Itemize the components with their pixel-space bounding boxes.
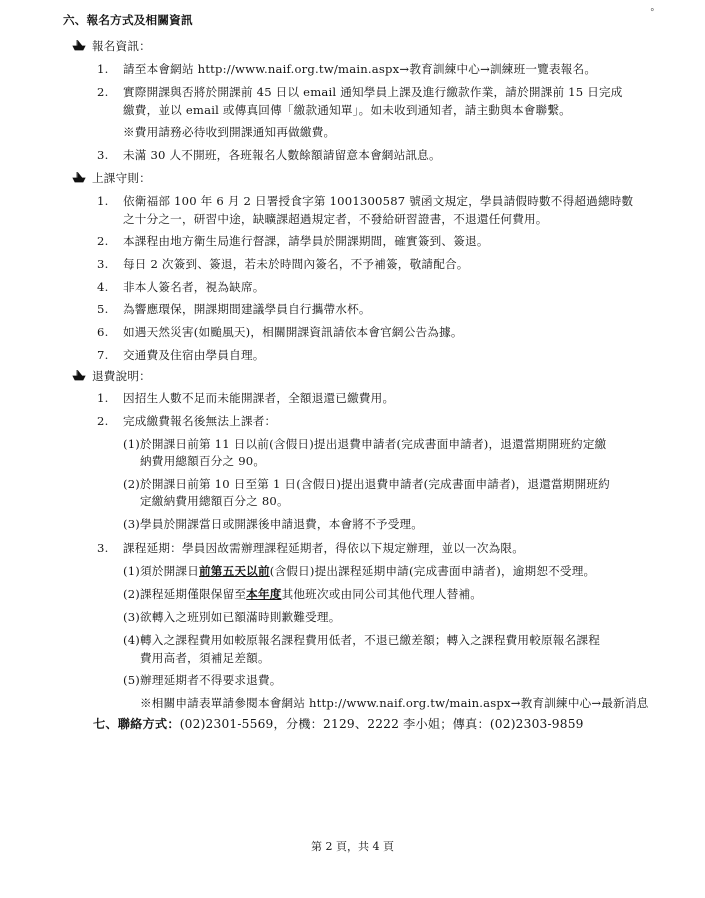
postpone-sub-2: (2)課程延期僅限保留至本年度其他班次或由同公司其他代理人替補。 [123,587,483,601]
refund-item-2: 2. 完成繳費報名後無法上課者： [97,414,277,428]
refund-sub-2: (2)於開課日前第 10 日至第 1 日(含假日)提出退費申請者(完成書面申請者)，退還當期開班約 [123,477,610,491]
postpone-sub-5: (5)辦理延期者不得要求退費。 [123,673,282,687]
postpone-sub-3: (3)欲轉入之班別如已額滿時則歉難受理。 [123,610,341,624]
rule-item-7: 7. 交通費及住宿由學員自理。 [97,348,265,362]
rule-item-6: 6. 如遇天然災害(如颱風天)，相關開課資訊請依本會官網公告為據。 [97,325,463,339]
ship-bullet-icon [72,171,86,183]
ship-bullet-icon [72,39,86,51]
rule-item-1: 1. 依衛福部 100 年 6 月 2 日署授食字第 1001300587 號函文規定，學員請假時數不得超過總時數 [97,194,634,208]
rule-item-5: 5. 為響應環保，開課期間建議學員自行攜帶水杯。 [97,302,371,316]
reg-item-3: 3. 未滿 30 人不開班，各班報名人數餘額請留意本會網站訊息。 [97,148,441,162]
rule-item-2: 2. 本課程由地方衛生局進行督課，請學員於開課期間，確實簽到、簽退。 [97,234,489,248]
registration-heading: 報名資訊： [72,38,151,54]
refund-sub-1: (1)於開課日前第 11 日以前(含假日)提出退費申請者(完成書面申請者)，退還當期開班約定繳 [123,437,607,451]
reg-item-2-note: ※費用請務必待收到開課通知再做繳費。 [123,125,336,139]
refund-sub-2-cont: 定繳納費用總額百分之 80。 [140,494,289,508]
postpone-sub-4: (4)轉入之課程費用如較原報名課程費用低者，不退已繳差額；轉入之課程費用較原報名課程 [123,633,600,647]
section-7-contact: 七、聯絡方式：(02)2301-5569，分機：2129、2222 李小姐；傳真：(02)2303-9859 [93,717,584,731]
postpone-sub-4-cont: 費用高者，須補足差額。 [140,651,270,665]
rule-item-3: 3. 每日 2 次簽到、簽退，若未於時間內簽名，不予補簽，敬請配合。 [97,257,469,271]
application-form-note: ※相關申請表單請參閱本會網站 http://www.naif.org.tw/main.aspx→教育訓練中心→最新消息 [140,696,649,710]
reg-item-2: 2. 實際開課與否將於開課前 45 日以 email 通知學員上課及進行繳款作業，請於開課前 15 日完成 [97,85,623,99]
reg-item-2-cont: 繳費，並以 email 或傳真回傳「繳款通知單」。如未收到通知者，請主動與本會聯繫。 [123,103,571,117]
corner-mark: ° [650,8,655,18]
refund-heading: 退費說明： [72,368,151,384]
rules-heading: 上課守則： [72,170,151,186]
section-6-title: 六、報名方式及相關資訊 [63,13,193,27]
refund-item-1: 1. 因招生人數不足而未能開課者，全額退還已繳費用。 [97,391,395,405]
postpone-sub-1: (1)須於開課日前第五天以前(含假日)提出課程延期申請(完成書面申請者)，逾期恕不受理。 [123,564,596,578]
rule-item-1-cont: 之十分之一，研習中途，缺曠課超過規定者，不發給研習證書，不退還任何費用。 [123,212,548,226]
refund-item-3: 3. 課程延期：學員因故需辦理課程延期者，得依以下規定辦理，並以一次為限。 [97,541,524,555]
reg-item-1: 1. 請至本會網站 http://www.naif.org.tw/main.aspx→教育訓練中心→訓練班一覽表報名。 [97,62,597,76]
ship-bullet-icon [72,369,86,381]
refund-sub-3: (3)學員於開課當日或開課後申請退費，本會將不予受理。 [123,517,424,531]
rule-item-4: 4. 非本人簽名者，視為缺席。 [97,280,265,294]
page-footer: 第 2 頁，共 4 頁 [311,840,394,853]
refund-sub-1-cont: 納費用總額百分之 90。 [140,454,266,468]
